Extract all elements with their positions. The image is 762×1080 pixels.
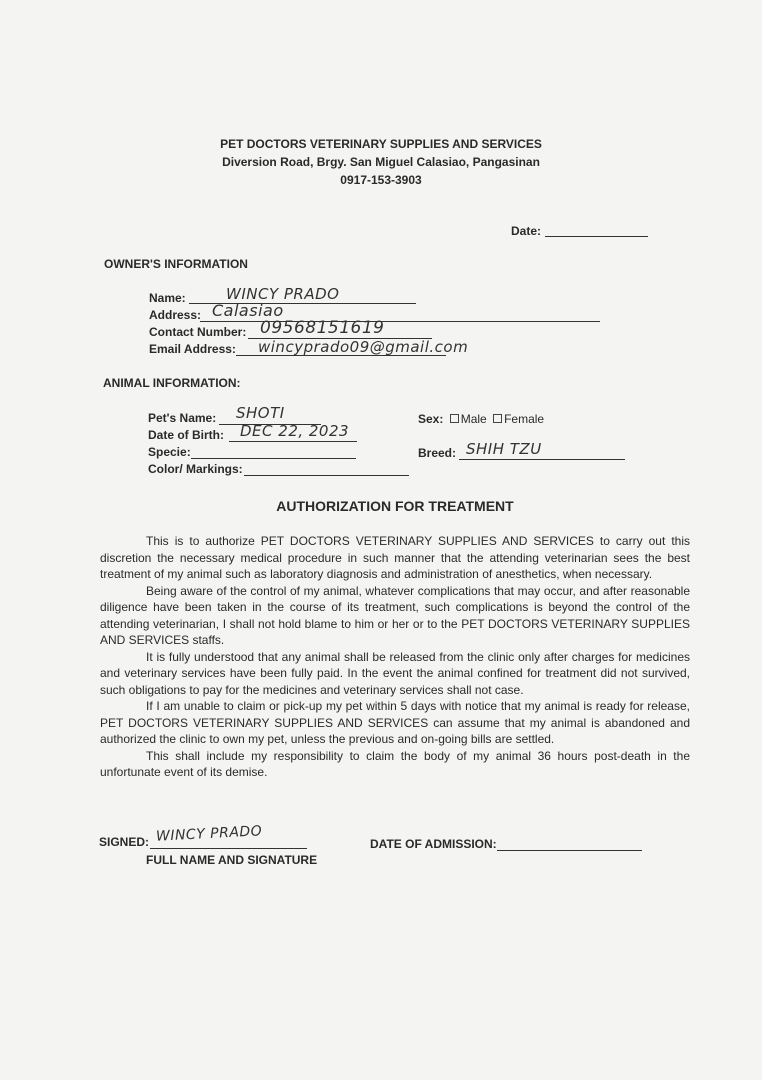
paragraph-authorize: This is to authorize PET DOCTORS VETERINARY SUPPLIES AND SERVICES to carry out this discretion the necessary medical procedure in such manner that the attending veterinarian sees the best treatment of my animal such as laboratory diagnosis and administration of anesthetics, when necessary. — [100, 534, 690, 581]
owner-section-title: OWNER'S INFORMATION — [104, 257, 248, 271]
name-label: Name: — [149, 291, 186, 305]
female-checkbox[interactable] — [493, 414, 502, 423]
specie-label: Specie: — [148, 445, 191, 459]
name-value: WINCY PRADO — [226, 285, 340, 303]
date-field[interactable] — [545, 236, 648, 237]
breed-value: SHIH TZU — [466, 440, 542, 458]
email-value: wincyprado09@gmail.com — [258, 338, 469, 356]
admission-label: DATE OF ADMISSION: — [370, 837, 497, 851]
dob-field[interactable] — [229, 441, 357, 442]
dob-label: Date of Birth: — [148, 428, 224, 442]
date-label: Date: — [511, 224, 542, 238]
authorization-title: AUTHORIZATION FOR TREATMENT — [276, 498, 514, 514]
color-field[interactable] — [244, 475, 409, 476]
sex-row — [418, 412, 544, 426]
paragraph-post-death: This shall include my responsibility to claim the body of my animal 36 hours post-death in the unfortunate event of its demise. — [100, 748, 690, 779]
signed-label: SIGNED: — [99, 835, 150, 849]
breed-label: Breed: — [418, 446, 457, 460]
clinic-name: PET DOCTORS VETERINARY SUPPLIES AND SERVICES — [220, 137, 542, 151]
female-label: Female — [504, 412, 545, 426]
dob-value: DEC 22, 2023 — [240, 422, 350, 440]
authorization-body — [100, 533, 690, 781]
admission-field[interactable] — [497, 850, 642, 851]
contact-value: 09568151619 — [260, 318, 385, 338]
pet-name-value: SHOTI — [236, 404, 285, 422]
paragraph-release: It is fully understood that any animal shall be released from the clinic only after charges for medicines and veterinary services have been fully paid. In the event the animal confined for treatment did not survived, such obligations to pay for the medicines and veterinary services shall not case. — [100, 649, 690, 697]
animal-section-title: ANIMAL INFORMATION: — [103, 376, 241, 390]
male-label: Male — [460, 412, 487, 426]
address-value: Calasiao — [212, 301, 284, 320]
breed-field[interactable] — [459, 459, 625, 460]
clinic-phone: 0917-153-3903 — [340, 173, 422, 187]
signature-caption: FULL NAME AND SIGNATURE — [146, 853, 318, 867]
contact-label: Contact Number: — [149, 325, 247, 339]
address-label: Address: — [149, 308, 202, 322]
pet-name-label: Pet's Name: — [148, 411, 217, 425]
sex-label: Sex: — [418, 412, 444, 426]
paragraph-abandonment: If I am unable to claim or pick-up my pet within 5 days with notice that my animal is ready for release, PET DOCTORS VETERINARY SUPPLIES AND SERVICES can assume that my animal is abandoned and authorized the clinic to own my pet, unless the previous and on-going bills are settled. — [100, 699, 690, 746]
specie-field[interactable] — [191, 458, 356, 459]
signature-value: WINCY PRADO — [155, 823, 263, 845]
color-label: Color/ Markings: — [148, 462, 243, 476]
signature-field[interactable] — [150, 848, 307, 849]
email-label: Email Address: — [149, 342, 236, 356]
clinic-address: Diversion Road, Brgy. San Miguel Calasiao, Pangasinan — [222, 155, 540, 169]
male-checkbox[interactable] — [450, 414, 459, 423]
paragraph-complications: Being aware of the control of my animal, whatever complications that may occur, and after reasonable diligence have been taken in the course of its treatment, such complications is beyond the control of the attending veterinarian, I shall not hold blame to him or her or to the PET DOCTORS VETERINARY SUPPLIES AND SERVICES staffs. — [100, 583, 690, 647]
